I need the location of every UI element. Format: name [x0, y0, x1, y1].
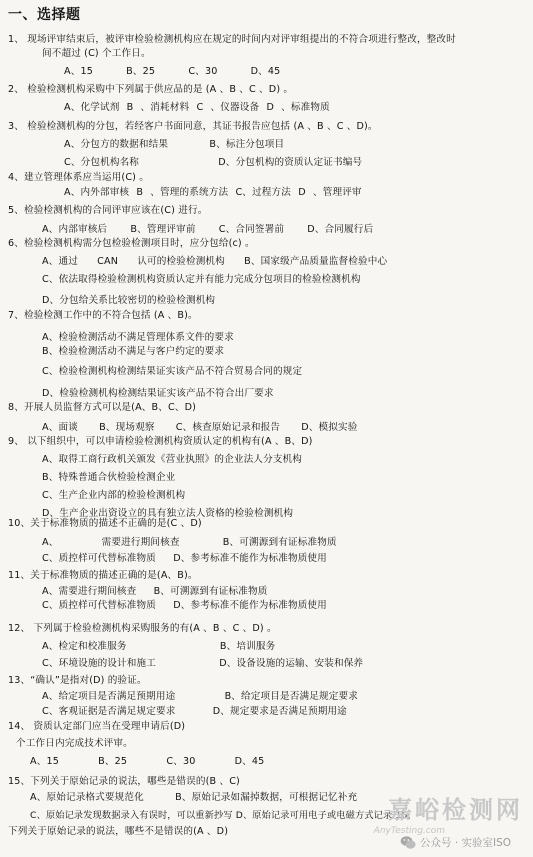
text-line: C、检验检测机构检测结果证实该产品不符合贸易合同的规定 [42, 366, 303, 377]
text-line: D、分包给关系比较密切的检验检测机构 [42, 295, 216, 306]
watermark-account: 公众号 · 实验室ISO [420, 837, 512, 849]
text-line: A、 需要进行期间核查 B、可溯源到有证标准物质 [42, 537, 337, 548]
text-line: A、需要进行期间核查 B、可溯源到有证标准物质 [42, 586, 268, 597]
text-line: B、特殊普通合伙检验检测企业 [42, 472, 176, 483]
text-line: A、检验检测活动不满足管理体系文件的要求 [42, 332, 234, 343]
text-line: 个工作日内完成技术评审。 [16, 738, 133, 749]
text-line: A、检定和校准服务 B、培训服务 [42, 641, 276, 652]
text-line: A、内外部审核 B 、管理的系统方法 C、过程方法 D 、管理评审 [64, 187, 362, 198]
text-line: D、检验检测机构检测结果证实该产品不符合出厂要求 [42, 388, 274, 399]
text-line: B、检验检测活动不满足与客户约定的要求 [42, 346, 225, 357]
text-line: 13、“确认”是指对(D) 的验证。 [8, 675, 147, 686]
text-line: 15、下列关于原始记录的说法，哪些是错误的(B 、C) [8, 776, 240, 787]
text-line: A、分包方的数据和结果 B、标注分包项目 [64, 139, 285, 150]
text-line: 12、 下列属于检验检测机构采购服务的有(A 、B 、C 、D) 。 [8, 623, 277, 634]
text-line: C、分包机构名称 D、分包机构的资质认定证书编号 [64, 157, 363, 168]
text-line: 5、检验检测机构的合同评审应该在(C) 进行。 [8, 205, 208, 216]
text-line: C、依法取得检验检测机构资质认定并有能力完成分包项目的检验检测机构 [42, 274, 361, 285]
text-line: 2、 检验检测机构采购中下列属于供应品的是 (A 、B 、C 、D) 。 [8, 84, 294, 95]
section-title: 一、选择题 [8, 7, 81, 23]
text-line: C、客观证据是否满足规定要求 D、规定要求是否满足预期用途 [42, 706, 347, 717]
text-line: 6、检验检测机构需分包检验检测项目时，应分包给(c) 。 [8, 238, 255, 249]
text-line: 1、 现场评审结束后，被评审检验检测机构应在规定的时间内对评审组提出的不符合项进行整改，整改时 [8, 34, 456, 45]
text-line: 11、关于标准物质的描述正确的是(A、B)。 [8, 570, 198, 581]
text-line: 14、 资质认定部门应当在受理申请后(D) [8, 721, 186, 732]
text-line: 4、建立管理体系应当运用(C) 。 [8, 172, 150, 183]
text-line: 下列关于原始记录的说法，哪些不是错误的(A 、D) [8, 826, 229, 837]
text-line: C、原始记录发现数据录入有误时，可以重新抄写 D、原始记录可用电子或电磁方式记录 16、 [30, 810, 417, 821]
text-line: A、给定项目是否满足预期用途 B、给定项目是否满足规定要求 [42, 691, 358, 702]
text-line: 间不超过 (C) 个工作日。 [42, 48, 151, 59]
text-line: A、内部审核后 B、管理评审前 C、合同签署前 D、合同履行后 [42, 224, 374, 235]
text-line: C、生产企业内部的检验检测机构 [42, 490, 186, 501]
text-line: D、生产企业出资设立的具有独立法人资格的检验检测机构 [42, 508, 294, 519]
text-line: C、环境设施的设计和施工 D、设备设施的运输、安装和保养 [42, 658, 364, 669]
text-line: 8、开展人员监督方式可以是(A、B、C、D) [8, 402, 197, 413]
text-line: A、化学试剂 B 、消耗材料 C 、仪器设备 D 、标准物质 [64, 102, 330, 113]
text-line: A、面谈 B、现场观察 C、核查原始记录和报告 D、模拟实验 [42, 422, 358, 433]
text-line: A、通过 CAN 认可的检验检测机构 B、国家级产品质量监督检验中心 [42, 256, 388, 267]
text-line: 7、检验检测工作中的不符合包括 (A 、B)。 [8, 310, 198, 321]
wechat-icon [400, 835, 416, 850]
text-line: A、15 B、25 C、30 D、45 [64, 66, 281, 77]
text-line: 3、 检验检测机构的分包，若经客户书面同意，其证书报告应包括 (A 、B 、C 、D)。 [8, 121, 378, 132]
text-line: A、原始记录格式要规范化 B、原始记录如漏掉数据，可根据记忆补充 [30, 792, 358, 803]
text-line: A、取得工商行政机关颁发《营业执照》的企业法人分支机构 [42, 454, 303, 465]
text-line: 10、关于标准物质的描述不正确的是(C 、D) [8, 518, 202, 529]
watermark-url: AnyTesting.com [373, 826, 445, 836]
text-line: 9、 以下组织中，可以申请检验检测机构资质认定的机构有(A 、B、D) [8, 436, 313, 447]
text-line: A、15 B、25 C、30 D、45 [30, 756, 265, 767]
text-line: C、质控样可代替标准物质 D、参考标准不能作为标准物质使用 [42, 600, 327, 611]
text-line: C、质控样可代替标准物质 D、参考标准不能作为标准物质使用 [42, 553, 327, 564]
watermark-logo-text: 嘉峪检测网 [388, 796, 523, 824]
